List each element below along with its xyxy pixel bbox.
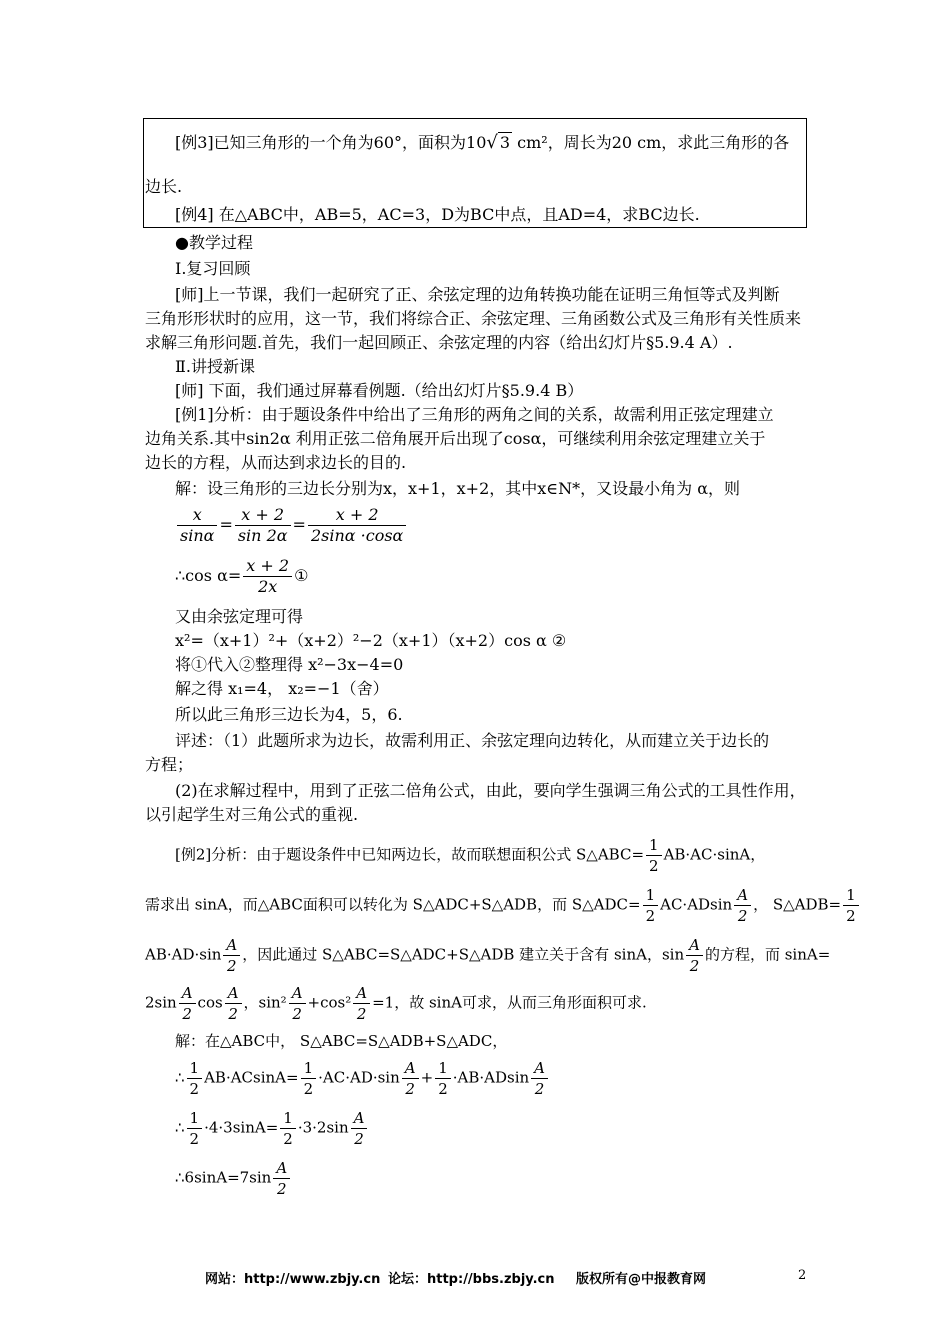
page-number: 2 — [798, 1268, 807, 1283]
solution-line: 解：在△ABC中， S△ABC=S△ADB+S△ADC， — [175, 1032, 508, 1050]
paragraph-line: 求解三角形问题.首先，我们一起回顾正、余弦定理的内容（给出幻灯片§5.9.4 A）. — [145, 333, 733, 352]
paragraph-line: 又由余弦定理可得 — [175, 607, 304, 626]
example3-text: [例3]已知三角形的一个角为60°，面积为10 — [175, 133, 487, 152]
footer-website-link[interactable]: 网站：http://www.zbjy.cn — [205, 1272, 381, 1287]
subsection-heading: Ⅱ.讲授新课 — [175, 357, 255, 376]
paragraph-line: 所以此三角形三边长为4，5，6. — [175, 705, 403, 724]
paragraph-line: [师] 下面，我们通过屏幕看例题.（给出幻灯片§5.9.4 B） — [175, 381, 584, 400]
equation-line: 解之得 x₁=4， x₂=−1（舍） — [175, 679, 389, 698]
solution-step-3: ∴6sinA=7sin $\frac{A}{2}$ — [175, 1158, 292, 1199]
paragraph-line: 边长的方程，从而达到求边长的目的. — [145, 453, 407, 472]
equation-cos: ∴cos α= $\frac{x + 2}{2x}$ ① — [175, 556, 309, 596]
paragraph-line: [师]上一节课，我们一起研究了正、余弦定理的边角转换功能在证明三角恒等式及判断 — [175, 285, 780, 304]
footer-copyright: 版权所有@中报教育网 — [576, 1272, 707, 1287]
example3-text-3: 边长. — [145, 177, 183, 196]
equation-line: x²=（x+1）²+（x+2）²−2（x+1）（x+2）cos α ② — [175, 631, 567, 650]
footer-forum-link[interactable]: 论坛：http://bbs.zbjy.cn — [388, 1272, 555, 1287]
paragraph-line: 以引起学生对三角公式的重视. — [145, 805, 359, 824]
example2-line-3: AB·AD·sin $\frac{A}{2}$ ，因此通过 S△ABC=S△ADC+S△ADB 建立关于含有 sinA，sin $\frac{A}{2}$ 的方程，而 sinA= — [145, 936, 831, 975]
example2-line-2: 需求出 sinA，而△ABC面积可以转化为 S△ADC+S△ADB，而 S△ADC= $\frac{1}{2}$ AC·ADsin $\frac{A}{2}$ ， S△ADB= $\frac{1}{2}$ — [145, 885, 861, 926]
paragraph-line: 三角形形状时的应用，这一节，我们将综合正、余弦定理、三角函数公式及三角形有关性质来 — [145, 309, 802, 328]
paragraph-line: [例1]分析：由于题设条件中给出了三角形的两角之间的关系，故需利用正弦定理建立 — [175, 405, 774, 424]
example3-line: [例3]已知三角形的一个角为60°，面积为10√ 3 cm²，周长为20 cm，求此三角形的各 — [175, 132, 790, 153]
solution-step-2: ∴ $\frac{1}{2}$ ·4·3sinA= $\frac{1}{2}$ ·3·2sin $\frac{A}{2}$ — [175, 1108, 369, 1149]
paragraph-line: (2)在求解过程中，用到了正弦二倍角公式，由此，要向学生强调三角公式的工具性作用， — [175, 781, 806, 800]
equation-line: 将①代入②整理得 x²−3x−4=0 — [175, 655, 404, 674]
paragraph-line: 边角关系.其中sin2α 利用正弦二倍角展开后出现了cosα，可继续利用余弦定理建立关于 — [145, 429, 766, 448]
subsection-heading: Ⅰ.复习回顾 — [175, 259, 251, 278]
solution-step-1: ∴ $\frac{1}{2}$ AB·ACsinA= $\frac{1}{2}$ ·AC·AD·sin $\frac{A}{2}$ + $\frac{1}{2}$ ·AB·ADsin $\frac{A}{2}$ — [175, 1058, 550, 1099]
example4-line: [例4] 在△ABC中，AB=5，AC=3，D为BC中点，且AD=4，求BC边长. — [175, 205, 700, 224]
paragraph-line: 方程； — [145, 755, 194, 774]
example2-line-1: [例2]分析：由于题设条件中已知两边长，故而联想面积公式 S△ABC= $\frac{1}{2}$ AB·AC·sinA， — [175, 836, 766, 875]
example2-line-4: 2sin $\frac{A}{2}$ cos $\frac{A}{2}$ ，sin² $\frac{A}{2}$ +cos² $\frac{A}{2}$ =1，故 sinA可求，从而三角形面积可求. — [145, 984, 647, 1023]
example3-text-2: cm²，周长为20 cm，求此三角形的各 — [517, 133, 790, 152]
sqrt-value: 3 — [499, 133, 511, 152]
paragraph-line: 评述：（1）此题所求为边长，故需利用正、余弦定理向边转化，从而建立关于边长的 — [175, 731, 770, 750]
paragraph-line: 解：设三角形的三边长分别为x，x+1，x+2，其中x∈N*，又设最小角为 α，则 — [175, 479, 741, 498]
equation-ratios: $\frac{x}{\sin\alpha}$ = $\frac{x + 2}{\sin 2\alpha}$ = $\frac{x + 2}{2\sin\alpha \cdot\cos\alpha}$ — [175, 505, 408, 546]
section-heading: ●教学过程 — [175, 233, 253, 252]
